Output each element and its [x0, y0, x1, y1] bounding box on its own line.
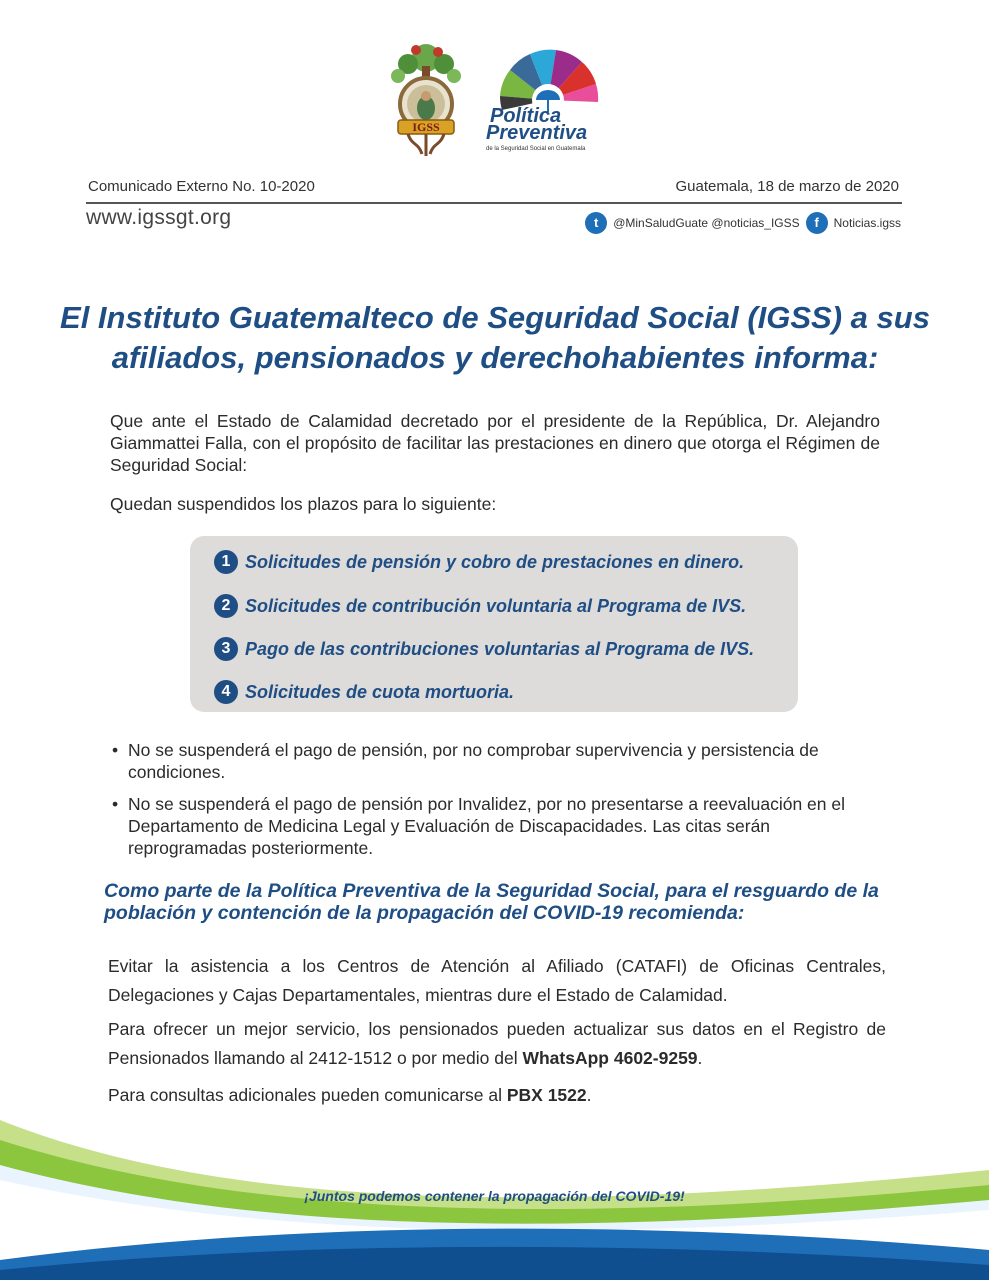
number-badge: 4: [214, 680, 238, 704]
social-handles: [585, 212, 901, 234]
twitter-icon[interactable]: t: [585, 212, 607, 234]
bullet-dot-icon: •: [112, 740, 119, 760]
suspended-item: [214, 637, 754, 661]
facebook-icon[interactable]: f: [806, 212, 828, 234]
footer-slogan: ¡Juntos podemos contener la propagación del COVID-19!: [304, 1188, 685, 1204]
suspended-item: [214, 550, 744, 574]
politica-preventiva-subtitle: de la Seguridad Social en Guatemala: [486, 146, 586, 152]
politica-preventiva-title: Política Preventiva: [486, 105, 588, 144]
whatsapp-number: WhatsApp 4602-9259: [522, 1048, 698, 1068]
suspended-items-box: [190, 536, 798, 712]
bullet-list: [112, 739, 892, 869]
number-badge: 2: [214, 594, 238, 618]
recommendation-registry: Para ofrecer un mejor servicio, los pensionados pueden actualizar sus datos en el Registro de Pensionados llamando al 2412-1512 o por medio del WhatsApp 4602-9259.: [108, 1019, 886, 1068]
recommendation-title: Como parte de la Política Preventiva de la Seguridad Social, para el resguardo de la población y contención de la propagación del COVID-19 recomienda:: [104, 880, 879, 924]
suspended-item-text: Solicitudes de pensión y cobro de prestaciones en dinero.: [245, 551, 745, 572]
suspended-item-text: Solicitudes de contribución voluntaria al Programa de IVS.: [245, 595, 747, 616]
communique-number: Comunicado Externo No. 10-2020: [88, 178, 315, 195]
number-badge: 3: [214, 637, 238, 661]
intro-paragraph: Que ante el Estado de Calamidad decretado por el presidente de la República, Dr. Alejandro Giammattei Falla, con el propósito de facilitar las prestaciones en dinero que otorga el Régimen de Seguridad Social:: [110, 411, 880, 475]
facebook-handle[interactable]: Noticias.igss: [833, 216, 901, 230]
communique-date: Guatemala, 18 de marzo de 2020: [675, 178, 899, 195]
suspended-item: [214, 594, 746, 618]
header-divider: [86, 202, 902, 204]
suspended-intro: Quedan suspendidos los plazos para lo siguiente:: [110, 494, 497, 514]
suspended-item-text: Pago de las contribuciones voluntarias al Programa de IVS.: [245, 638, 755, 659]
politica-preventiva-logo: [486, 36, 612, 160]
pbx-number: PBX 1522: [506, 1085, 587, 1105]
suspended-item: [214, 680, 514, 704]
number-badge: 1: [214, 550, 238, 574]
bullet-dot-icon: •: [112, 794, 119, 814]
twitter-handles[interactable]: @MinSaludGuate @noticias_IGSS: [613, 216, 800, 230]
recommendation-pbx: Para consultas adicionales pueden comunicarse al PBX 1522.: [108, 1085, 592, 1105]
igss-logo-text: IGSS: [412, 120, 440, 134]
bullet-text: No se suspenderá el pago de pensión, por no comprobar supervivencia y persistencia de condiciones.: [128, 740, 819, 782]
page-title: El Instituto Guatemalteco de Seguridad Social (IGSS) a sus afiliados, pensionados y derechohabientes informa:: [60, 300, 930, 375]
bullet-item: [112, 739, 892, 783]
recommendation-catafi: Evitar la asistencia a los Centros de Atención al Afiliado (CATAFI) de Oficinas Centrales, Delegaciones y Cajas Departamentales, mientras dure el Estado de Calamidad.: [108, 956, 886, 1005]
bullet-item: [112, 793, 892, 859]
suspended-item-text: Solicitudes de cuota mortuoria.: [245, 681, 515, 702]
bullet-text: No se suspenderá el pago de pensión por Invalidez, por no presentarse a reevaluación en el Departamento de Medicina Legal y Evaluación de Discapacidades. Las citas serán reprogramadas posteriormente.: [128, 794, 846, 858]
igss-logo: [378, 36, 474, 160]
website-link[interactable]: www.igssgt.org: [86, 206, 232, 229]
